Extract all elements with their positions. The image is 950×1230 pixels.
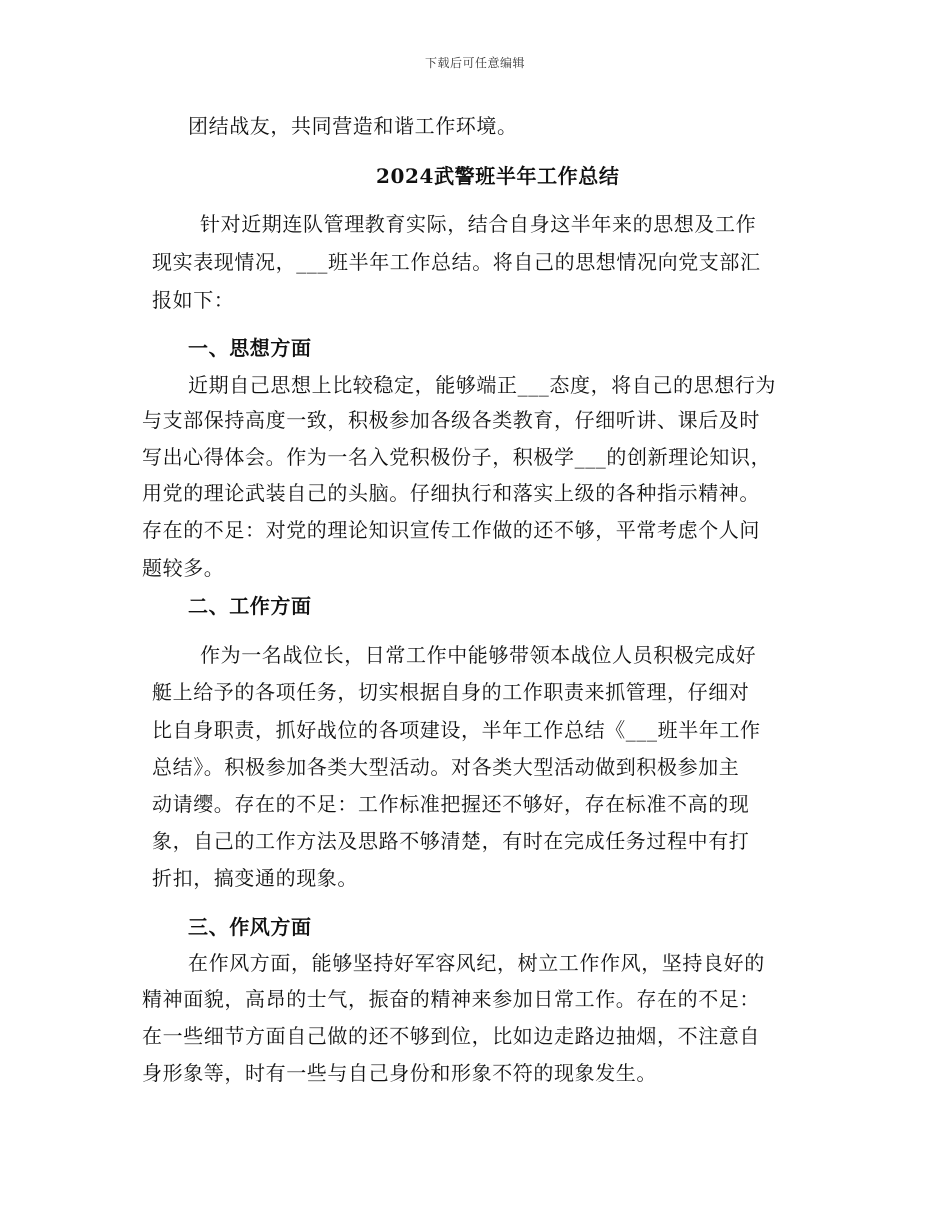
section-heading: 一、思想方面 bbox=[188, 336, 312, 360]
opening-line: 报如下： bbox=[152, 288, 235, 312]
section-line: 近期自己思想上比较稳定，能够端正___态度，将自己的思想行为 bbox=[188, 373, 776, 397]
section-heading: 二、工作方面 bbox=[188, 594, 312, 618]
section-line: 身形象等，时有一些与自己身份和形象不符的现象发生。 bbox=[142, 1061, 657, 1085]
section-line: 折扣，搞变通的现象。 bbox=[152, 866, 358, 890]
section-line: 作为一名战位长，日常工作中能够带领本战位人员积极完成好 bbox=[200, 643, 757, 667]
section-line: 在作风方面，能够坚持好军容风纪，树立工作作风，坚持良好的 bbox=[188, 951, 765, 975]
section-line: 精神面貌，高昂的士气，振奋的精神来参加日常工作。存在的不足： bbox=[142, 987, 760, 1011]
section-line: 动请缨。存在的不足：工作标准把握还不够好，存在标准不高的现 bbox=[152, 792, 750, 816]
document-title: 2024武警班半年工作总结 bbox=[376, 164, 620, 188]
section-line: 在一些细节方面自己做的还不够到位，比如边走路边抽烟，不注意自 bbox=[142, 1024, 760, 1048]
header-note: 下载后可任意编辑 bbox=[424, 56, 525, 70]
section-line: 与支部保持高度一致，积极参加各级各类教育，仔细听讲、课后及时 bbox=[142, 408, 760, 432]
section-line: 艇上给予的各项任务，切实根据自身的工作职责来抓管理，仔细对 bbox=[152, 680, 750, 704]
section-line: 题较多。 bbox=[142, 556, 225, 580]
section-line: 比自身职责，抓好战位的各项建设，半年工作总结《___班半年工作 bbox=[152, 718, 761, 742]
section-line: 写出心得体会。作为一名入党积极份子，积极学___的创新理论知识， bbox=[142, 445, 772, 469]
opening-line: 针对近期连队管理教育实际，结合自身这半年来的思想及工作 bbox=[200, 212, 757, 236]
intro-tail-text: 团结战友，共同营造和谐工作环境。 bbox=[188, 114, 518, 138]
section-line: 象，自己的工作方法及思路不够清楚，有时在完成任务过程中有打 bbox=[152, 829, 750, 853]
section-line: 总结》。积极参加各类大型活动。对各类大型活动做到积极参加主 bbox=[152, 755, 740, 779]
section-line: 用党的理论武装自己的头脑。仔细执行和落实上级的各种指示精神。 bbox=[142, 481, 760, 505]
section-line: 存在的不足：对党的理论知识宣传工作做的还不够，平常考虑个人问 bbox=[142, 518, 760, 542]
section-heading: 三、作风方面 bbox=[188, 915, 312, 939]
opening-line: 现实表现情况，___班半年工作总结。将自己的思想情况向党支部汇 bbox=[152, 250, 761, 274]
